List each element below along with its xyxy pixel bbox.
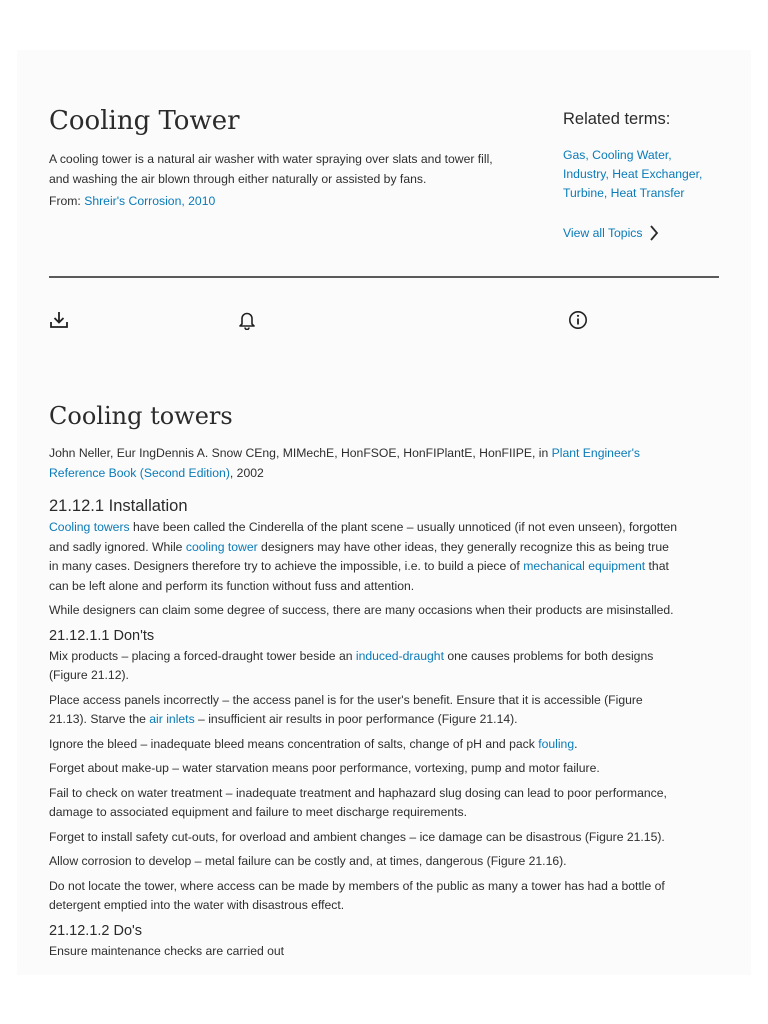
bell-icon[interactable] — [237, 310, 257, 330]
topic-page — [17, 50, 751, 975]
inline-link[interactable]: mechanical equipment — [523, 559, 646, 573]
from-label: From: — [49, 194, 85, 208]
related-terms-heading: Related terms: — [563, 110, 671, 128]
paragraph: Ensure maintenance checks are carried out — [49, 943, 285, 958]
related-term-heat-transfer[interactable]: Heat Transfer — [610, 186, 685, 200]
view-all-topics-link[interactable] — [563, 225, 659, 241]
heading-donts: 21.12.1.1 Don'ts — [49, 627, 155, 644]
related-terms-list: Gas, Cooling Water, Industry, Heat Exchanger, Turbine, Heat Transfer — [563, 148, 703, 200]
inline-link[interactable]: air inlets — [149, 712, 195, 726]
view-all-label: View all Topics — [563, 226, 643, 240]
topic-source — [49, 194, 215, 208]
paragraph: Mix products – placing a forced-draught tower beside an induced-draught one causes problems for both designs (Figure 21.12). — [49, 648, 654, 682]
topic-title: Cooling Tower — [49, 106, 240, 136]
inline-link[interactable]: Cooling towers — [49, 520, 130, 534]
related-term-cooling-water[interactable]: Cooling Water — [592, 148, 669, 162]
inline-link[interactable]: induced-draught — [355, 648, 444, 663]
inline-link[interactable]: fouling — [538, 736, 575, 751]
source-link[interactable]: Shreir's Corrosion, 2010 — [84, 194, 216, 208]
section-divider — [49, 276, 719, 278]
info-icon[interactable] — [568, 310, 588, 330]
paragraph: While designers can claim some degree of success, there are many occasions when their products are misinstalled. — [49, 603, 674, 617]
paragraph: Forget about make-up – water starvation means poor performance, vortexing, pump and motor failure. — [49, 761, 600, 775]
paragraph: Cooling towers have been called the Cinderella of the plant scene – usually unnoticed (if not even unseen), forgotten and sadly ignored. While cooling tower designers may have other ideas, they generally recognize this as being true in many cases. Designers therefore try to achieve the impossible, i.e. to build a piece of mechanical equipment that can be left alone and perform its function without fuss and attention. — [49, 520, 678, 593]
section-title: Cooling towers — [49, 402, 233, 430]
paragraph: Do not locate the tower, where access can be made by members of the public as many a tower has had a bottle of detergent emptied into the water with disastrous effect. — [49, 878, 665, 912]
paragraph: Forget to install safety cut-outs, for overload and ambient changes – ice damage can be disastrous (Figure 21.15). — [49, 829, 665, 844]
article-body — [49, 444, 681, 966]
book-link[interactable]: Plant Engineer's Reference Book (Second Edition) — [49, 446, 640, 480]
related-term-turbine[interactable]: Turbine — [563, 186, 604, 200]
paragraph: Place access panels incorrectly – the access panel is for the user's benefit. Ensure that it is accessible (Figure 21.13). Starve the air inlets – insufficient air results in poor performance (Figure 21.14). — [49, 692, 643, 726]
heading-installation: 21.12.1 Installation — [49, 497, 188, 515]
paragraph: Ignore the bleed – inadequate bleed means concentration of salts, change of pH and pack fouling. — [49, 736, 578, 751]
paragraph: Fail to check on water treatment – inadequate treatment and haphazard slug dosing can lead to poor performance, damage to associated equipment and failure to meet discharge requirements. — [49, 785, 667, 819]
heading-dos: 21.12.1.2 Do's — [49, 922, 143, 939]
inline-link[interactable]: cooling tower — [185, 539, 258, 554]
article-byline: John Neller, Eur IngDennis A. Snow CEng, MIMechE, HonFSOE, HonFIPlantE, HonFIIPE, in Plant Engineer's Reference Book (Second Edition), 2002 — [49, 446, 640, 480]
paragraph: Allow corrosion to develop – metal failure can be costly and, at times, dangerous (Figure 21.16). — [49, 854, 567, 868]
related-term-gas[interactable]: Gas — [563, 148, 586, 162]
topic-definition: A cooling tower is a natural air washer with water spraying over slats and tower fill, and washing the air blown through either naturally or assisted by fans. — [49, 152, 493, 186]
related-term-heat-exchanger[interactable]: Heat Exchanger — [612, 167, 699, 181]
download-icon[interactable] — [49, 310, 69, 330]
chevron-right-icon — [649, 225, 659, 241]
related-term-industry[interactable]: Industry — [563, 167, 606, 181]
